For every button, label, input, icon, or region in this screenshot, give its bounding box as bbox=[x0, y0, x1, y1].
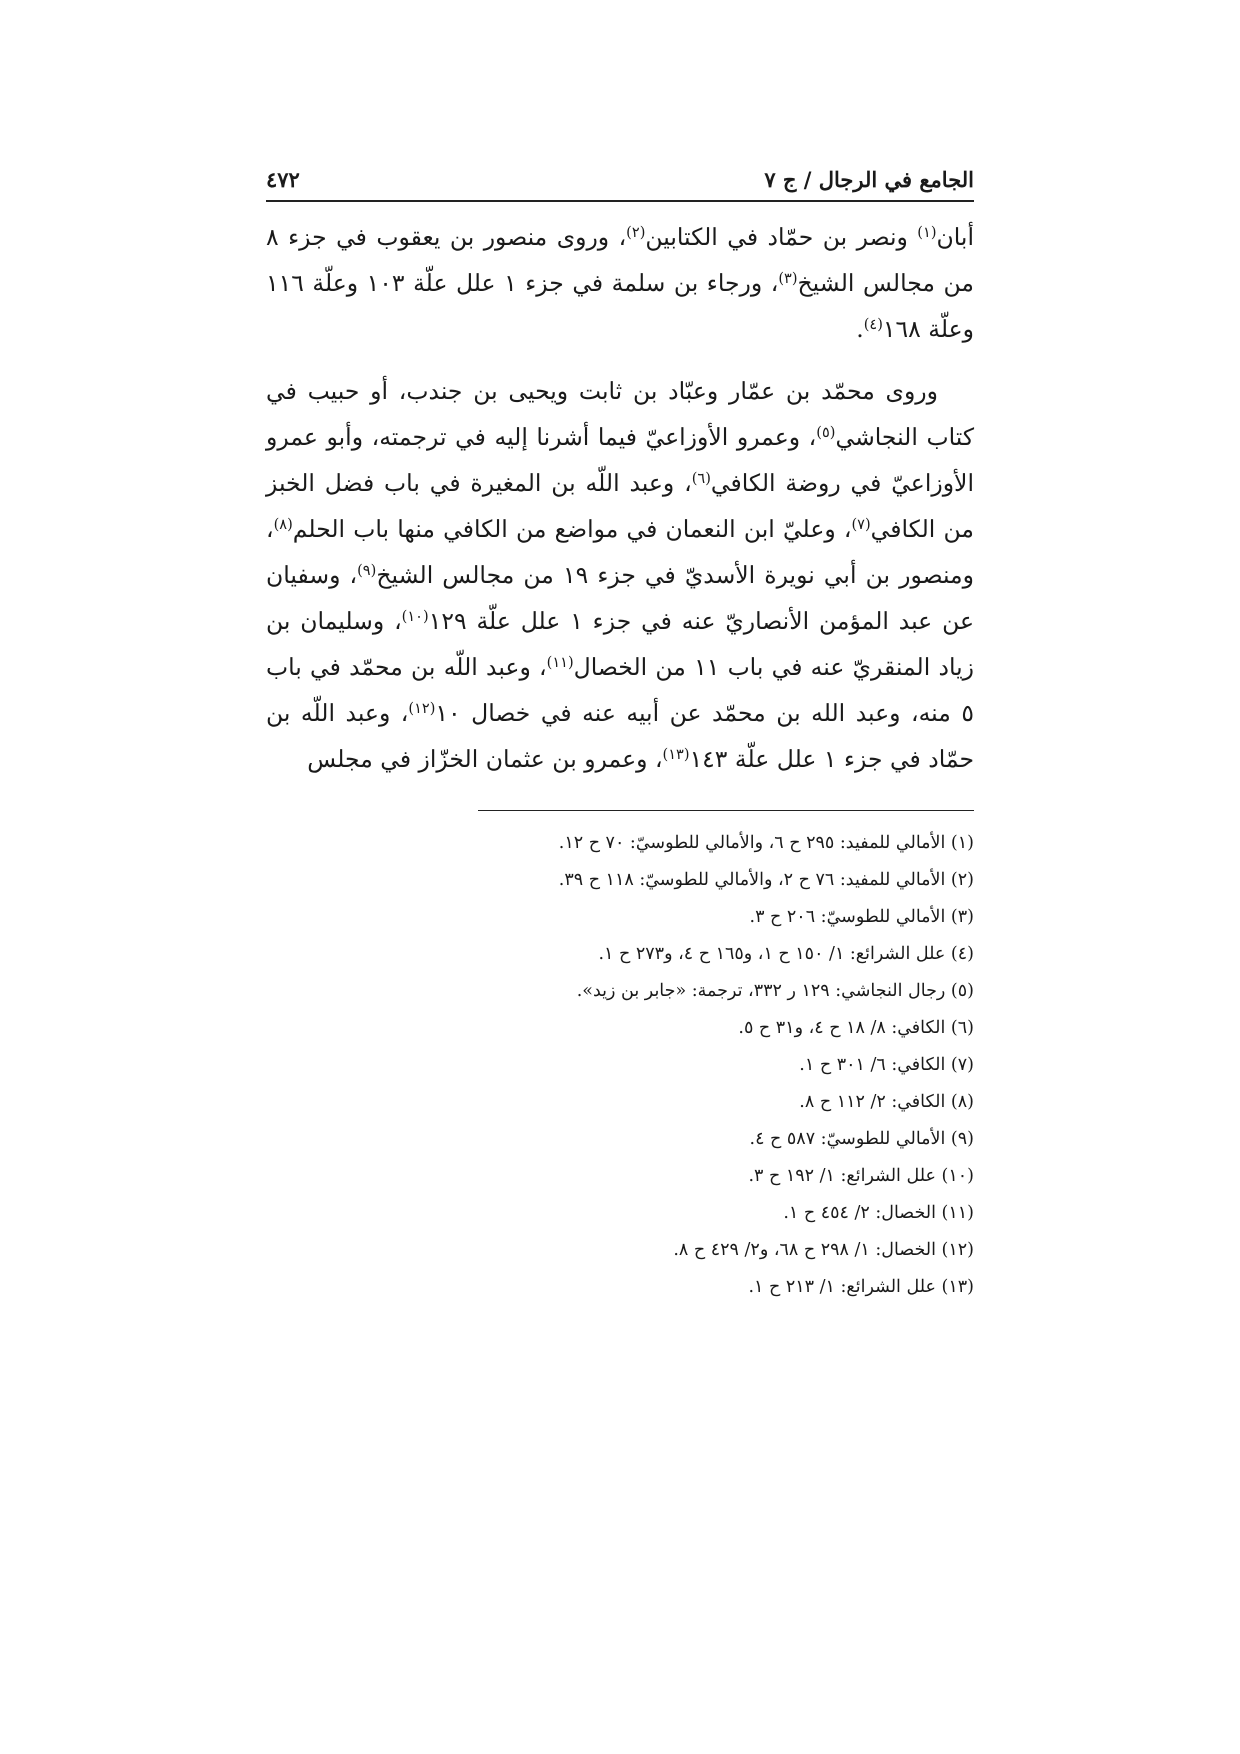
text-run: ، وعمرو الأوزاعيّ فيما أشرنا إليه في ترجمته، وأبو عمرو الأوزاعيّ في روضة الكافي bbox=[266, 423, 974, 497]
body-paragraph bbox=[266, 368, 974, 782]
running-title: الجامع في الرجال / ج ٧ bbox=[764, 167, 974, 192]
text-run: ، وروى منصور بن يعقوب في جزء ٨ من مجالس الشيخ bbox=[266, 223, 974, 297]
footnote-item: (٥) رجال النجاشي: ١٢٩ ر ٣٣٢، ترجمة: «جابر بن زيد». bbox=[576, 981, 974, 1001]
text-run: ، وعبد اللّه بن محمّد في باب ٥ منه، وعبد الله بن محمّد عن أبيه عنه في خصال ١٠ bbox=[266, 653, 974, 727]
text-run: ، وعليّ ابن النعمان في مواضع من الكافي منها باب الحلم bbox=[292, 515, 852, 543]
text-run: ، وعبد اللّه بن حمّاد في جزء ١ علل علّة ١٤٣ bbox=[266, 699, 974, 773]
footnote-marker: (٧) bbox=[851, 516, 871, 533]
footnote-marker: (٩) bbox=[357, 562, 377, 579]
text-run: ، وعبد اللّه بن المغيرة في باب فضل الخبز من الكافي bbox=[266, 469, 974, 543]
footnote-item: (٦) الكافي: ٨/ ١٨ ح ٤، و٣١ ح ٥. bbox=[738, 1018, 974, 1038]
footnote-marker: (١) bbox=[917, 224, 937, 241]
text-run: ، ومنصور بن أبي نويرة الأسديّ في جزء ١٩ من مجالس الشيخ bbox=[266, 515, 974, 589]
footnote-marker: (٦) bbox=[691, 470, 711, 487]
body-paragraph bbox=[266, 214, 974, 352]
footnote-item: (١١) الخصال: ٢/ ٤٥٤ ح ١. bbox=[783, 1203, 974, 1223]
text-run: ، ورجاء بن سلمة في جزء ١ علل علّة ١٠٣ وعلّة ١١٦ وعلّة ١٦٨ bbox=[266, 269, 974, 343]
footnote-marker: (١١) bbox=[546, 654, 574, 671]
text-run: وروى محمّد بن عمّار وعبّاد بن ثابت ويحيى بن جندب، أو حبيب في كتاب النجاشي bbox=[266, 377, 975, 451]
page-number: ٤٧٢ bbox=[266, 167, 300, 192]
footnote-marker: (٥) bbox=[816, 424, 836, 441]
footnote-marker: (١٣) bbox=[662, 746, 690, 763]
footnotes bbox=[266, 825, 974, 1306]
footnote-item: (٧) الكافي: ٦/ ٣٠١ ح ١. bbox=[799, 1055, 974, 1075]
footnote-item: (٢) الأمالي للمفيد: ٧٦ ح ٢، والأمالي للطوسيّ: ١١٨ ح ٣٩. bbox=[558, 870, 974, 890]
footnote-item: (١٠) علل الشرائع: ١/ ١٩٢ ح ٣. bbox=[748, 1166, 974, 1186]
footnote-marker: (١٠) bbox=[401, 608, 429, 625]
footnote-marker: (٢) bbox=[626, 224, 646, 241]
footnote-item: (٨) الكافي: ٢/ ١١٢ ح ٨. bbox=[799, 1092, 974, 1112]
body-text bbox=[266, 214, 974, 782]
running-header bbox=[266, 148, 974, 192]
text-run: . bbox=[856, 315, 864, 343]
text-run: ونصر بن حمّاد في الكتابين bbox=[645, 223, 918, 251]
footnote-item: (١) الأمالي للمفيد: ٢٩٥ ح ٦، والأمالي للطوسيّ: ٧٠ ح ١٢. bbox=[558, 833, 974, 853]
text-run: ، وسفيان عن عبد المؤمن الأنصاريّ عنه في جزء ١ علل علّة ١٢٩ bbox=[266, 561, 974, 635]
header-rule bbox=[266, 200, 974, 202]
footnote-marker: (٤) bbox=[863, 316, 883, 333]
footnote-item: (٣) الأمالي للطوسيّ: ٢٠٦ ح ٣. bbox=[749, 907, 974, 927]
footnote-item: (٩) الأمالي للطوسيّ: ٥٨٧ ح ٤. bbox=[749, 1129, 974, 1149]
footnote-marker: (١٢) bbox=[408, 700, 436, 717]
footnote-marker: (٣) bbox=[778, 270, 798, 287]
footnote-item: (٤) علل الشرائع: ١/ ١٥٠ ح ١، و١٦٥ ح ٤، و٢٧٣ ح ١. bbox=[598, 944, 974, 964]
text-run: ، وعمرو بن عثمان الخزّاز في مجلس bbox=[307, 745, 663, 773]
footnote-item: (١٣) علل الشرائع: ١/ ٢١٣ ح ١. bbox=[748, 1277, 974, 1297]
footnote-item: (١٢) الخصال: ١/ ٢٩٨ ح ٦٨، و٢/ ٤٢٩ ح ٨. bbox=[673, 1240, 974, 1260]
footnote-marker: (٨) bbox=[273, 516, 293, 533]
text-run: ، وسليمان بن زياد المنقريّ عنه في باب ١١ من الخصال bbox=[266, 607, 974, 681]
page bbox=[266, 148, 974, 1306]
text-run: أبان bbox=[936, 223, 974, 251]
footnote-separator bbox=[478, 810, 974, 811]
